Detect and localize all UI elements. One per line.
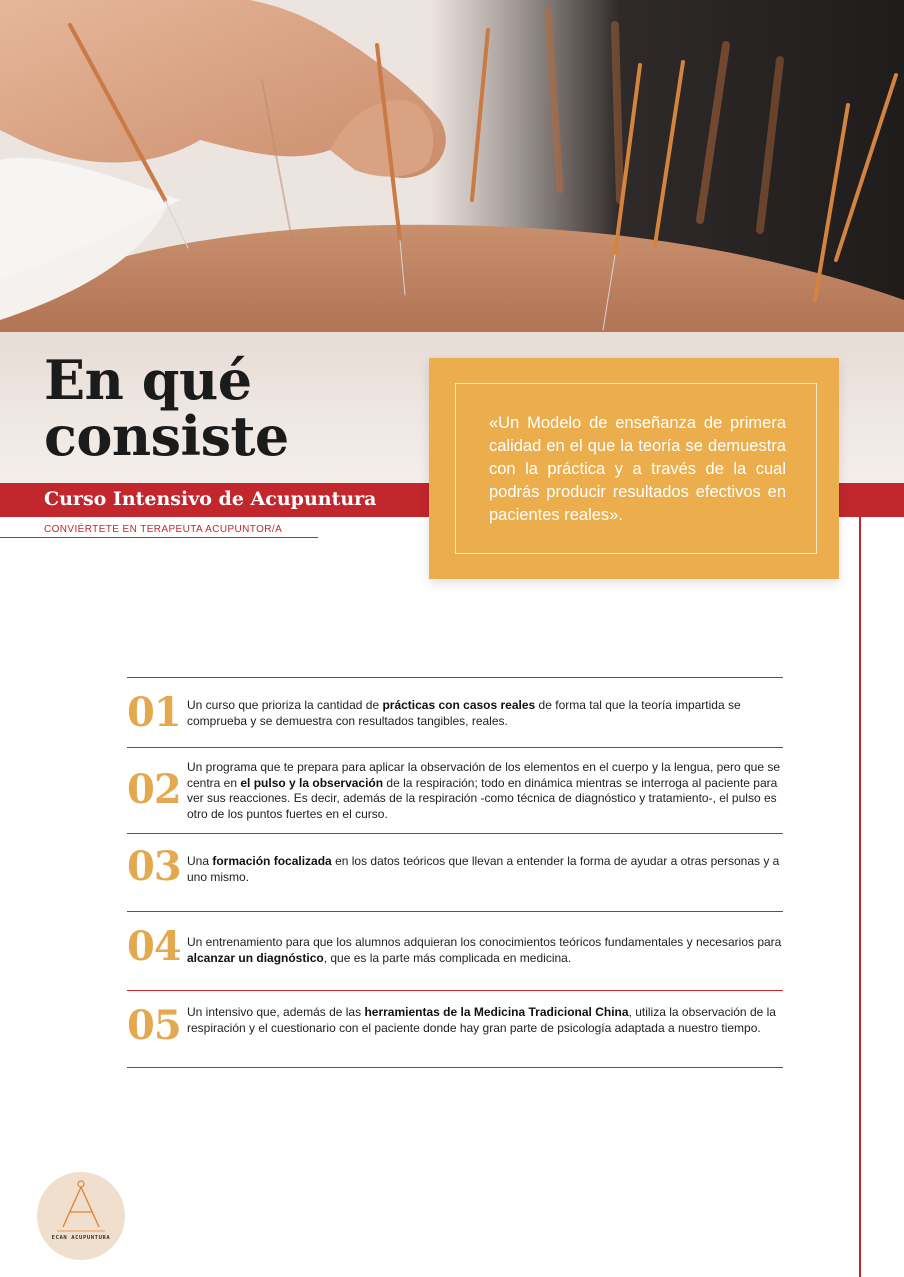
quote-box	[429, 358, 839, 579]
tagline-divider	[0, 537, 318, 538]
item-highlight: herramientas de la Medicina Tradicional China	[364, 1005, 629, 1019]
page-title	[44, 348, 289, 468]
ecan-logo	[37, 1172, 125, 1260]
logo-text: ECAN ACUPUNTURA	[51, 1235, 111, 1241]
tagline: CONVIÉRTETE EN TERAPEUTA ACUPUNTOR/A	[44, 524, 283, 535]
hero-photo	[0, 0, 904, 335]
item-description: Un curso que prioriza la cantidad de prácticas con casos reales de forma tal que la teoría impartida se comprueba y se demuestra con resultados tangibles, reales.	[187, 698, 741, 728]
item-number: 02	[127, 766, 181, 813]
quote-text: «Un Modelo de enseñanza de primera calidad en el que la teoría se demuestra con la práctica y a través de la cual podrás producir resultados efectivos en pacientes reales».	[489, 414, 786, 524]
vertical-divider	[859, 517, 861, 1277]
ecan-logo-a-icon	[37, 1172, 125, 1260]
list-divider	[127, 1067, 783, 1068]
item-number: 01	[127, 689, 181, 736]
quote-frame	[455, 383, 817, 554]
feature-list	[127, 677, 783, 1068]
item-description: Una formación focalizada en los datos teóricos que llevan a entender la forma de ayudar a otras personas y a uno mismo.	[187, 854, 780, 884]
item-highlight: prácticas con casos reales	[382, 698, 536, 712]
page-title-line1: En qué	[44, 348, 252, 412]
item-highlight: formación focalizada	[212, 854, 332, 868]
course-subtitle: Curso Intensivo de Acupuntura	[44, 488, 377, 510]
item-number: 04	[127, 923, 181, 970]
item-description: Un programa que te prepara para aplicar la observación de los elementos en el cuerpo y la lengua, pero que se centra en el pulso y la observación de la respiración; todo en dinámica mientras se interroga al paciente para ver sus reacciones. Es decir, además de la respiración -como técnica de diagnóstico y tratamiento-, el pulso es otro de los puntos fuertes en el curso.	[187, 760, 781, 821]
item-number: 05	[127, 1002, 181, 1049]
list-item	[127, 678, 783, 747]
list-item	[127, 748, 783, 833]
acupuncture-needles-illustration	[0, 0, 904, 335]
item-number: 03	[127, 843, 181, 890]
list-item	[127, 912, 783, 990]
list-item	[127, 834, 783, 911]
item-description: Un entrenamiento para que los alumnos adquieran los conocimientos teóricos fundamentales y necesarios para alcanzar un diagnóstico, que es la parte más complicada en medicina.	[187, 935, 782, 965]
item-highlight: el pulso y la observación	[240, 775, 384, 790]
item-description: Un intensivo que, además de las herramientas de la Medicina Tradicional China, utiliza la observación de la respiración y el cuestionario con el paciente donde hay gran parte de psicología adaptada a nuestro tiempo.	[187, 1005, 776, 1035]
list-item	[127, 991, 783, 1067]
page-title-line2: consiste	[44, 404, 289, 468]
item-highlight: alcanzar un diagnóstico	[187, 950, 324, 965]
